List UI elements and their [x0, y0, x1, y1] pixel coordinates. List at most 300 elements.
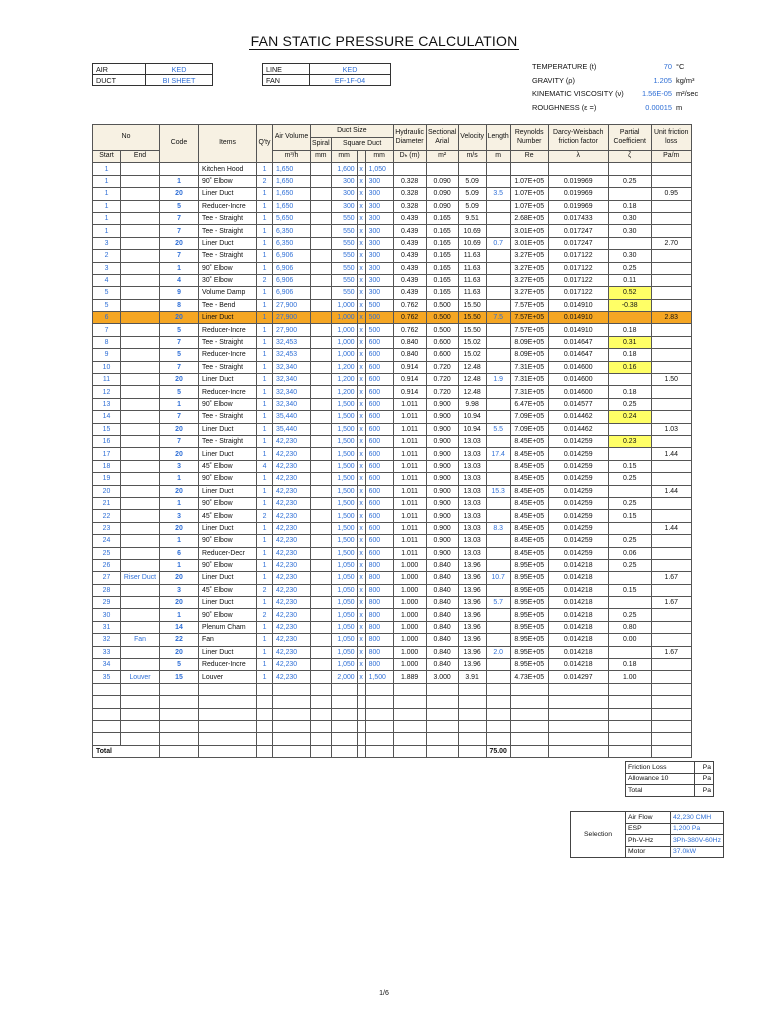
cell-height: 600 [365, 386, 393, 398]
cell-length [486, 175, 510, 187]
cell-empty [311, 708, 332, 720]
cell-empty [93, 683, 121, 695]
cell-velocity: 13.03 [458, 473, 486, 485]
cell-height: 800 [365, 609, 393, 621]
cell-end [121, 448, 160, 460]
cell-end: Fan [121, 634, 160, 646]
cell-start: 9 [93, 349, 121, 361]
cell-velocity: 10.94 [458, 423, 486, 435]
cell-sectional: 0.600 [426, 349, 458, 361]
cell-darcy: 0.014910 [548, 324, 608, 336]
cell-partial: 0.06 [608, 547, 651, 559]
cell-length: 15.3 [486, 485, 510, 497]
cell-start: 23 [93, 522, 121, 534]
cell-times: x [357, 411, 365, 423]
cell-darcy: 0.017122 [548, 262, 608, 274]
cell-velocity: 13.96 [458, 621, 486, 633]
cell-reynolds: 8.45E+05 [510, 522, 548, 534]
cell-unit-friction [651, 287, 691, 299]
cell-width: 1,000 [331, 349, 357, 361]
cell-width: 1,050 [331, 572, 357, 584]
cell-velocity: 13.03 [458, 485, 486, 497]
cell-item: Liner Duct [199, 423, 257, 435]
cell-width: 1,050 [331, 646, 357, 658]
cell-reynolds: 7.57E+05 [510, 299, 548, 311]
cell-reynolds: 7.31E+05 [510, 386, 548, 398]
cell-unit-friction: 1.67 [651, 646, 691, 658]
cell-partial: 0.25 [608, 535, 651, 547]
calculation-rows [93, 163, 692, 758]
cell-qty: 1 [257, 212, 273, 224]
table-row [93, 535, 692, 547]
cell-partial: -0.38 [608, 299, 651, 311]
cell-end [121, 460, 160, 472]
cell-darcy: 0.014462 [548, 423, 608, 435]
cell-times: x [357, 237, 365, 249]
cell-unit-friction [651, 336, 691, 348]
cell-height: 600 [365, 448, 393, 460]
cell-empty [257, 696, 273, 708]
cell-height: 600 [365, 336, 393, 348]
cell-start: 20 [93, 485, 121, 497]
cell-spiral [311, 522, 332, 534]
cell-height: 300 [365, 212, 393, 224]
cell-width: 1,500 [331, 497, 357, 509]
cell-length: 8.3 [486, 522, 510, 534]
cell-width: 1,500 [331, 423, 357, 435]
cell-height: 800 [365, 621, 393, 633]
cell-air-volume: 42,230 [273, 671, 311, 683]
total-length: 75.00 [486, 745, 510, 757]
cell-start: 26 [93, 559, 121, 571]
cell-reynolds: 8.95E+05 [510, 572, 548, 584]
cell-partial [608, 237, 651, 249]
cell-reynolds: 3.27E+05 [510, 287, 548, 299]
cell-air-volume: 1,650 [273, 188, 311, 200]
cell-times: x [357, 460, 365, 472]
cell-sectional: 0.900 [426, 497, 458, 509]
cell-spiral [311, 621, 332, 633]
cell-velocity: 10.69 [458, 237, 486, 249]
cell-qty: 1 [257, 287, 273, 299]
motor-label: Motor [626, 846, 671, 858]
cell-end [121, 175, 160, 187]
table-row-empty [93, 720, 692, 732]
cell-empty [426, 708, 458, 720]
cell-empty [393, 683, 426, 695]
header-sectional-unit: m² [426, 151, 458, 163]
cell-code: 20 [160, 572, 199, 584]
cell-qty: 1 [257, 547, 273, 559]
cell-width: 2,000 [331, 671, 357, 683]
cell-reynolds: 8.45E+05 [510, 435, 548, 447]
cell-velocity: 11.63 [458, 274, 486, 286]
cell-sectional: 0.840 [426, 609, 458, 621]
cell-partial [608, 646, 651, 658]
cell-item: 90˚ Elbow [199, 497, 257, 509]
cell-empty [486, 708, 510, 720]
table-row [93, 361, 692, 373]
cell-air-volume: 42,230 [273, 435, 311, 447]
cell-times: x [357, 212, 365, 224]
cell-spiral [311, 535, 332, 547]
cell-empty [393, 745, 426, 757]
cell-partial: 0.25 [608, 175, 651, 187]
cell-times: x [357, 163, 365, 175]
cell-height: 800 [365, 659, 393, 671]
cell-velocity: 13.03 [458, 535, 486, 547]
cell-qty: 2 [257, 274, 273, 286]
cell-darcy: 0.014218 [548, 609, 608, 621]
cell-reynolds: 8.95E+05 [510, 609, 548, 621]
cell-partial: 0.23 [608, 435, 651, 447]
cell-spiral [311, 349, 332, 361]
cell-air-volume: 27,900 [273, 299, 311, 311]
cell-code: 7 [160, 336, 199, 348]
cell-length [486, 225, 510, 237]
cell-start: 34 [93, 659, 121, 671]
cell-darcy: 0.014910 [548, 312, 608, 324]
cell-empty [458, 745, 486, 757]
cell-sectional: 0.500 [426, 324, 458, 336]
cell-partial: 0.30 [608, 250, 651, 262]
table-row [93, 572, 692, 584]
cell-times: x [357, 671, 365, 683]
duct-label: DUCT [93, 75, 146, 86]
cell-darcy: 0.014259 [548, 485, 608, 497]
cell-times: x [357, 274, 365, 286]
friction-loss-label: Friction Loss [626, 762, 695, 774]
cell-times: x [357, 374, 365, 386]
air-label: AIR [93, 64, 146, 75]
cell-end [121, 200, 160, 212]
header-hydraulic-unit: Dₕ (m) [393, 151, 426, 163]
cell-reynolds: 8.95E+05 [510, 646, 548, 658]
cell-hydraulic: 1.011 [393, 423, 426, 435]
cell-empty [199, 696, 257, 708]
cell-start: 8 [93, 336, 121, 348]
cell-air-volume: 42,230 [273, 559, 311, 571]
cell-start: 33 [93, 646, 121, 658]
cell-empty [357, 720, 365, 732]
cell-times: x [357, 435, 365, 447]
cell-hydraulic: 1.011 [393, 473, 426, 485]
cell-partial: 0.30 [608, 212, 651, 224]
cell-code: 20 [160, 374, 199, 386]
cell-item: Tee - Straight [199, 212, 257, 224]
cell-code: 5 [160, 349, 199, 361]
cell-height: 300 [365, 200, 393, 212]
allowance-label: Allowance 10 [626, 773, 695, 785]
cell-width: 1,050 [331, 659, 357, 671]
cell-qty: 1 [257, 448, 273, 460]
cell-spiral [311, 584, 332, 596]
cell-times: x [357, 597, 365, 609]
header-partial: Partial Coefficient [608, 125, 651, 151]
cell-sectional: 0.165 [426, 287, 458, 299]
cell-velocity: 13.96 [458, 659, 486, 671]
cell-hydraulic: 1.000 [393, 609, 426, 621]
cell-code: 15 [160, 671, 199, 683]
cell-item: 90˚ Elbow [199, 175, 257, 187]
cell-height: 1,050 [365, 163, 393, 175]
cell-unit-friction [651, 510, 691, 522]
cell-code: 7 [160, 435, 199, 447]
cell-hydraulic: 1.000 [393, 646, 426, 658]
table-row [93, 547, 692, 559]
cell-item: Reducer-Incre [199, 386, 257, 398]
cell-air-volume: 32,453 [273, 349, 311, 361]
cell-sectional: 0.165 [426, 262, 458, 274]
cell-width: 1,500 [331, 435, 357, 447]
cell-end [121, 398, 160, 410]
cell-item: Liner Duct [199, 237, 257, 249]
cell-end [121, 559, 160, 571]
cell-times: x [357, 299, 365, 311]
header-reynolds-unit: Re [510, 151, 548, 163]
cell-height: 600 [365, 398, 393, 410]
cell-end: Riser Duct [121, 572, 160, 584]
cell-end [121, 423, 160, 435]
cell-empty [510, 708, 548, 720]
table-row [93, 398, 692, 410]
cell-code: 1 [160, 609, 199, 621]
cell-air-volume: 42,230 [273, 609, 311, 621]
cell-height: 600 [365, 423, 393, 435]
cell-end [121, 659, 160, 671]
cell-length [486, 287, 510, 299]
cell-partial: 0.18 [608, 349, 651, 361]
table-row [93, 522, 692, 534]
cell-item: Liner Duct [199, 597, 257, 609]
cell-item: 90˚ Elbow [199, 262, 257, 274]
cell-reynolds: 3.01E+05 [510, 225, 548, 237]
cell-partial: 0.18 [608, 659, 651, 671]
cell-width: 1,050 [331, 621, 357, 633]
cell-reynolds: 8.09E+05 [510, 336, 548, 348]
cell-empty [426, 745, 458, 757]
cell-unit-friction: 1.44 [651, 485, 691, 497]
cell-darcy: 0.014259 [548, 460, 608, 472]
cell-sectional: 0.900 [426, 485, 458, 497]
cell-spiral [311, 361, 332, 373]
cell-code: 7 [160, 212, 199, 224]
cell-width: 1,500 [331, 547, 357, 559]
cell-sectional: 0.900 [426, 473, 458, 485]
cell-hydraulic: 1.889 [393, 671, 426, 683]
cell-hydraulic: 1.000 [393, 559, 426, 571]
cell-start: 21 [93, 497, 121, 509]
cell-sectional: 0.720 [426, 361, 458, 373]
cell-end [121, 262, 160, 274]
cell-times: x [357, 609, 365, 621]
cell-empty [331, 696, 357, 708]
cell-spiral [311, 411, 332, 423]
cell-spiral [311, 485, 332, 497]
cell-hydraulic [393, 163, 426, 175]
cell-start: 3 [93, 237, 121, 249]
header-spiral-unit: mm [311, 151, 332, 163]
cell-times: x [357, 324, 365, 336]
cell-unit-friction: 1.44 [651, 448, 691, 460]
cell-reynolds: 8.95E+05 [510, 559, 548, 571]
cell-width: 1,000 [331, 336, 357, 348]
cell-length [486, 547, 510, 559]
cell-start: 24 [93, 535, 121, 547]
total-label: Total [93, 745, 160, 757]
cell-darcy: 0.014577 [548, 398, 608, 410]
table-row [93, 473, 692, 485]
cell-times: x [357, 497, 365, 509]
cell-end [121, 336, 160, 348]
cell-spiral [311, 287, 332, 299]
table-row [93, 510, 692, 522]
cell-sectional: 0.165 [426, 274, 458, 286]
cell-item: Liner Duct [199, 312, 257, 324]
cell-height: 600 [365, 361, 393, 373]
cell-start: 10 [93, 361, 121, 373]
cell-empty [311, 696, 332, 708]
cell-width: 1,500 [331, 411, 357, 423]
allowance-unit: Pa [695, 773, 714, 785]
cell-empty [486, 696, 510, 708]
line-value: KED [310, 64, 391, 75]
cell-darcy: 0.014600 [548, 374, 608, 386]
cell-code: 3 [160, 584, 199, 596]
cell-end [121, 497, 160, 509]
header-air-volume: Air Volume [273, 125, 311, 151]
cell-unit-friction: 1.44 [651, 522, 691, 534]
cell-air-volume: 42,230 [273, 485, 311, 497]
cell-empty [331, 720, 357, 732]
cell-darcy: 0.014600 [548, 386, 608, 398]
cell-empty [93, 733, 121, 745]
cell-unit-friction [651, 175, 691, 187]
cell-start: 5 [93, 287, 121, 299]
cell-times: x [357, 386, 365, 398]
cell-times: x [357, 423, 365, 435]
cell-air-volume: 42,230 [273, 634, 311, 646]
cell-empty [608, 683, 651, 695]
cell-times: x [357, 262, 365, 274]
cell-sectional: 0.840 [426, 572, 458, 584]
air-duct-info [92, 63, 213, 86]
cell-empty [458, 720, 486, 732]
cell-partial: 0.15 [608, 460, 651, 472]
cell-partial: 0.11 [608, 274, 651, 286]
cell-reynolds: 1.07E+05 [510, 200, 548, 212]
cell-hydraulic: 0.328 [393, 200, 426, 212]
cell-item: Kitchen Hood [199, 163, 257, 175]
cell-item: 45˚ Elbow [199, 510, 257, 522]
cell-empty [199, 745, 257, 757]
cell-times: x [357, 336, 365, 348]
cell-empty [608, 720, 651, 732]
cell-velocity: 13.96 [458, 584, 486, 596]
cell-partial: 0.25 [608, 398, 651, 410]
cell-velocity: 11.63 [458, 262, 486, 274]
cell-empty [121, 708, 160, 720]
cell-item: Reducer-Incre [199, 349, 257, 361]
cell-hydraulic: 0.328 [393, 188, 426, 200]
cell-length: 5.7 [486, 597, 510, 609]
cell-sectional: 3.000 [426, 671, 458, 683]
cell-qty: 1 [257, 336, 273, 348]
cell-item: Tee - Straight [199, 411, 257, 423]
cell-hydraulic: 0.762 [393, 312, 426, 324]
cell-unit-friction [651, 671, 691, 683]
cell-empty [357, 683, 365, 695]
cell-air-volume: 6,906 [273, 274, 311, 286]
cell-empty [608, 745, 651, 757]
cell-empty [393, 708, 426, 720]
cell-empty [548, 733, 608, 745]
cell-partial: 0.18 [608, 200, 651, 212]
cell-empty [199, 683, 257, 695]
cell-item: Tee - Straight [199, 225, 257, 237]
cell-reynolds: 8.09E+05 [510, 349, 548, 361]
cell-length: 17.4 [486, 448, 510, 460]
cell-unit-friction [651, 299, 691, 311]
cell-unit-friction [651, 250, 691, 262]
cell-code: 4 [160, 274, 199, 286]
cell-end [121, 547, 160, 559]
cell-code: 20 [160, 522, 199, 534]
cell-darcy: 0.014259 [548, 473, 608, 485]
cell-code: 9 [160, 287, 199, 299]
cell-end [121, 212, 160, 224]
cell-width: 1,500 [331, 398, 357, 410]
cell-partial: 0.80 [608, 621, 651, 633]
cell-velocity: 10.69 [458, 225, 486, 237]
cell-empty [651, 720, 691, 732]
cell-item: Louver [199, 671, 257, 683]
cell-partial: 0.25 [608, 559, 651, 571]
cell-width: 300 [331, 175, 357, 187]
cell-height: 800 [365, 572, 393, 584]
cell-partial: 0.31 [608, 336, 651, 348]
table-row [93, 597, 692, 609]
table-row [93, 349, 692, 361]
cell-hydraulic: 1.011 [393, 535, 426, 547]
cell-air-volume: 32,340 [273, 361, 311, 373]
cell-empty [93, 708, 121, 720]
cell-length [486, 349, 510, 361]
cell-times: x [357, 634, 365, 646]
cell-spiral [311, 312, 332, 324]
cell-times: x [357, 398, 365, 410]
cell-hydraulic: 1.000 [393, 659, 426, 671]
header-partial-unit: ζ [608, 151, 651, 163]
cell-reynolds: 8.45E+05 [510, 448, 548, 460]
cell-end [121, 386, 160, 398]
cell-hydraulic: 0.439 [393, 237, 426, 249]
cell-sectional: 0.090 [426, 188, 458, 200]
cell-length [486, 671, 510, 683]
table-row [93, 374, 692, 386]
cell-length [486, 621, 510, 633]
cell-width: 1,050 [331, 597, 357, 609]
cell-width: 550 [331, 237, 357, 249]
cell-empty [608, 708, 651, 720]
cell-code: 3 [160, 460, 199, 472]
cell-spiral [311, 299, 332, 311]
cell-hydraulic: 0.439 [393, 212, 426, 224]
cell-spiral [311, 374, 332, 386]
esp-value: 1,200 Pa [671, 823, 724, 835]
cell-sectional: 0.090 [426, 175, 458, 187]
cell-darcy: 0.014218 [548, 659, 608, 671]
